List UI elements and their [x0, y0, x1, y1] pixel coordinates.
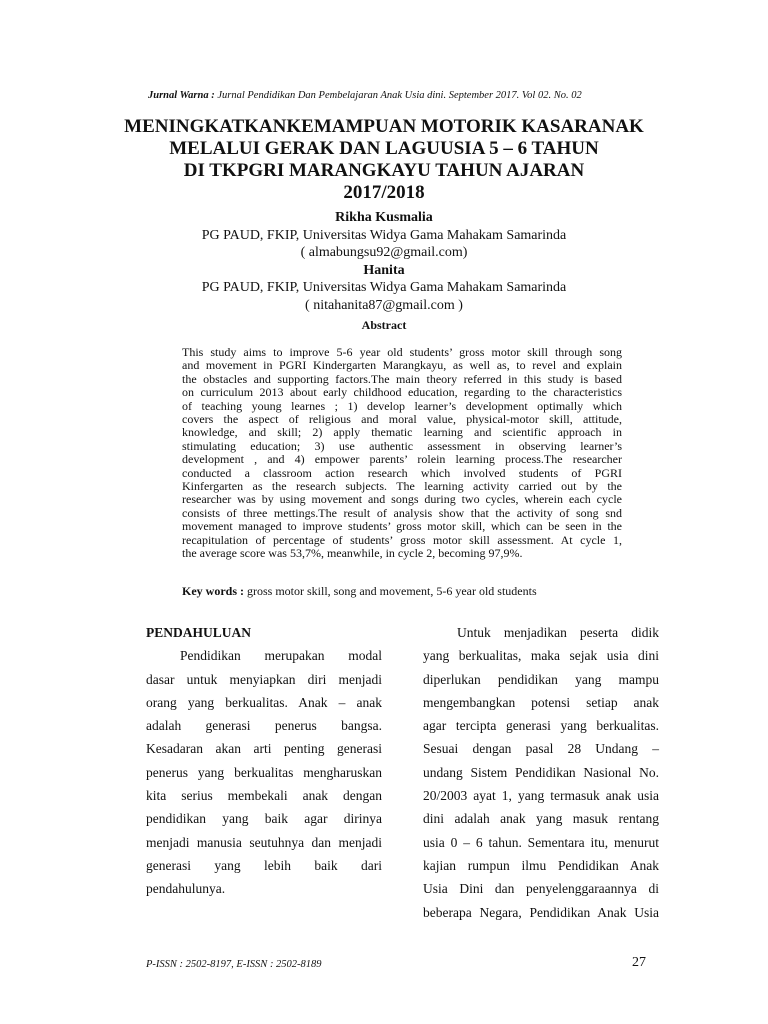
body-line: Usia Dini dan penyelenggaraannya di	[423, 881, 659, 897]
body-line: Sesuai dengan pasal 28 Undang –	[423, 741, 659, 757]
body-line: kita serius membekali anak dengan	[146, 788, 382, 804]
keywords	[182, 584, 642, 599]
body-line: pendahulunya.	[146, 881, 226, 897]
author-name: Rikha Kusmalia	[335, 210, 433, 225]
author-affiliation: PG PAUD, FKIP, Universitas Widya Gama Mahakam Samarinda	[201, 280, 567, 295]
body-line: dasar untuk menyiapkan diri menjadi	[146, 671, 382, 687]
body-line: yang berkualitas, maka sejak usia dini	[423, 648, 659, 664]
body-line: 20/2003 ayat 1, yang termasuk anak usia	[423, 788, 659, 804]
body-line: menjadi manusia seutuhnya dan menjadi	[146, 834, 382, 850]
author-name: Hanita	[363, 262, 405, 278]
abstract-line: consists of three mettings.The result of analysis show that the activity of song snd	[182, 505, 622, 520]
body-line: generasi yang lebih baik dari	[146, 857, 382, 873]
body-line: Kesadaran akan arti penting generasi	[146, 741, 382, 757]
body-line: adalah generasi penerus bangsa.	[146, 718, 382, 734]
abstract-line: of teaching young learnes ; 1) develop learner’s development optimally which	[182, 398, 622, 413]
body-line: kajian rumpun ilmu Pendidikan Anak	[423, 857, 659, 873]
abstract-line: covers the aspect of religious and moral value, physical-motor skill, attitude,	[182, 412, 622, 427]
right-column	[423, 621, 659, 924]
paper-title	[120, 116, 648, 204]
abstract-line: and movement in PGRI Kindergarten Marangkayu, as well as, to revel and explain	[182, 358, 622, 373]
abstract-line: knowledge, and skill; 2) apply thematic learning and scientific approach in	[182, 425, 622, 440]
body-line: orang yang berkualitas. Anak – anak	[146, 694, 382, 710]
running-header	[148, 90, 668, 101]
abstract-line: researcher was by using movement and songs during two cycles, wherein each cycle	[182, 492, 622, 507]
body-line: mengembangkan potensi setiap anak	[423, 694, 659, 710]
journal-name: Jurnal Warna :	[148, 90, 215, 101]
body-line: usia 0 – 6 tahun. Sementara itu, menurut	[423, 834, 659, 850]
body-line: agar tercipta generasi yang berkualitas.	[423, 718, 659, 734]
abstract-line: development , and 4) empower parents’ rolein learning process.The researcher	[182, 452, 622, 467]
body-line: Untuk menjadikan peserta didik	[457, 625, 659, 640]
abstract-line: the average score was 53,7%, meanwhile, in cycle 2, becoming 97,9%.	[182, 546, 523, 561]
left-column	[146, 621, 382, 901]
author-block	[150, 209, 618, 314]
body-line: pendidikan yang baik agar dirinya	[146, 811, 382, 827]
abstract-heading: Abstract	[361, 318, 407, 332]
body-line: beberapa Negara, Pendidikan Anak Usia	[423, 904, 659, 920]
title-line: DI TKPGRI MARANGKAYU TAHUN AJARAN	[183, 160, 585, 181]
author-email: ( nitahanita87@gmail.com )	[305, 297, 463, 313]
abstract-line: the obstacles and supporting factors.The main theory referred in this study is based	[182, 371, 622, 386]
abstract-body	[182, 346, 622, 561]
keywords-text: gross motor skill, song and movement, 5-6 year old students	[244, 584, 537, 598]
abstract-line: conducted a classroom action research which involved students of PGRI	[182, 465, 622, 480]
title-line: MELALUI GERAK DAN LAGUUSIA 5 – 6 TAHUN	[169, 138, 599, 159]
keywords-label: Key words :	[182, 584, 244, 598]
abstract-line: on curriculum 2013 about early childhood education, regarding to the characteristics	[182, 385, 622, 400]
section-heading: PENDAHULUAN	[146, 625, 252, 640]
abstract-line: This study aims to improve 5-6 year old students’ gross motor skill through song	[182, 345, 622, 359]
body-line: dini adalah anak yang masuk rentang	[423, 811, 659, 827]
abstract-line: recapitulation of percentage of students’ gross motor skill assessment. At cycle 1,	[182, 532, 622, 547]
body-line: penerus yang berkualitas mengharuskan	[146, 764, 382, 780]
abstract-line: movement managed to improve students’ gross motor skill, which can be seen in the	[182, 519, 622, 534]
abstract-line: stimulating education; 3) use authentic assessment in observing learner’s	[182, 438, 622, 453]
abstract-line: Kinfergarten as the research subjects. The learning activity carried out by the	[182, 479, 622, 494]
author-affiliation: PG PAUD, FKIP, Universitas Widya Gama Mahakam Samarinda	[201, 227, 567, 243]
title-line: MENINGKATKANKEMAMPUAN MOTORIK KASARANAK	[124, 116, 644, 137]
author-email: ( almabungsu92@gmail.com)	[300, 245, 468, 260]
title-line: 2017/2018	[343, 182, 425, 203]
body-line: undang Sistem Pendidikan Nasional No.	[423, 764, 659, 780]
body-line: Pendidikan merupakan modal	[180, 648, 382, 664]
journal-details: Jurnal Pendidikan Dan Pembelajaran Anak Usia dini. September 2017. Vol 02. No. 02	[217, 90, 582, 101]
footer-issn: P-ISSN : 2502-8197, E-ISSN : 2502-8189	[146, 959, 322, 970]
page-number: 27	[632, 955, 646, 970]
body-line: diperlukan pendidikan yang mampu	[423, 671, 659, 687]
